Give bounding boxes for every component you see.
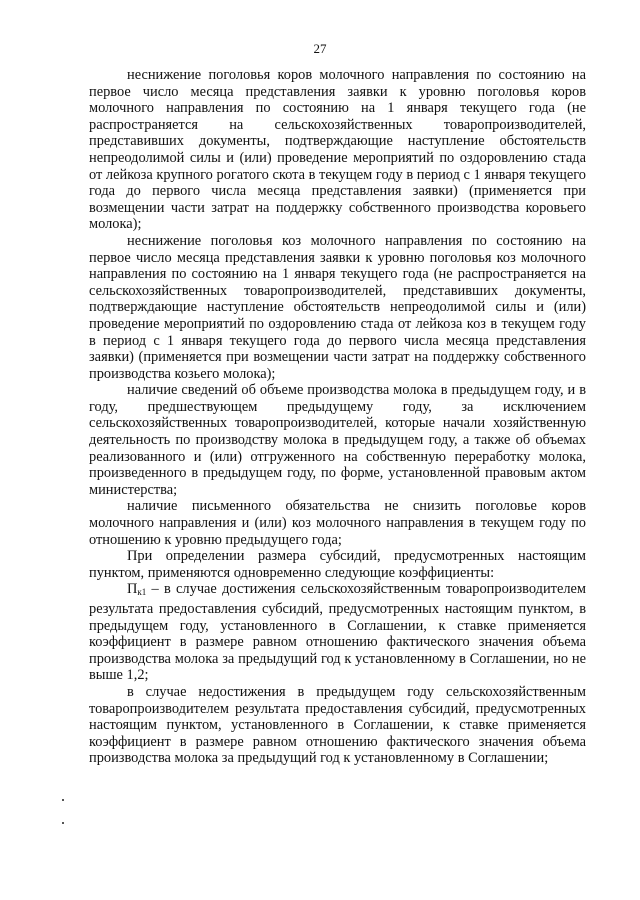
page-number: 27 [313, 41, 327, 56]
paragraph-cows-livestock: неснижение поголовья коров молочного направления по состоянию на первое число месяца представления заявки к уровню поголовья коров молочного направления по состоянию на 1 января текущего года (не распространяется на сельскохозяйственных товаропроизводителей, представивших документы, подтверждающие наступление обстоятельств непреодолимой силы и (или) проведение мероприятий по оздоровлению стада от лейкоза крупного рогатого скота в текущем году в период с 1 января текущего года до первого числа месяца представления заявки) (применяется при возмещении части затрат на поддержку собственного производства коровьего молока); [89, 67, 586, 233]
paragraph-written-obligation: наличие письменного обязательства не снизить поголовье коров молочного направления и (или) коз молочного направления в текущем году по отношению к уровню предыдущего года; [89, 498, 586, 548]
paragraph-coefficients-intro: При определении размера субсидий, предусмотренных настоящим пунктом, применяются одновременно следующие коэффициенты: [89, 548, 586, 581]
paragraph-goats-livestock: неснижение поголовья коз молочного направления по состоянию на первое число месяца представления заявки к уровню поголовья коз молочного направления по состоянию на 1 января текущего года (не распространяется на сельскохозяйственных товаропроизводителей, представивших документы, подтверждающие наступление обстоятельств непреодолимой силы и (или) проведение мероприятий по оздоровлению стада от лейкоза коз в текущем году в период с 1 января текущего года до первого числа месяца представления заявки) (применяется при возмещении части затрат на поддержку собственного производства козьего молока); [89, 232, 586, 382]
scan-mark [62, 799, 64, 801]
document-body [89, 67, 586, 767]
scan-mark [62, 822, 64, 824]
paragraph-not-achieved: в случае недостижения в предыдущем году сельскохозяйственным товаропроизводителем результата предоставления субсидий, предусмотренных настоящим пунктом, установленного в Соглашении, к ставке применяется коэффициент в размере равном отношению фактического значения объема производства молока за предыдущий год к установленному в Соглашении; [89, 683, 586, 767]
coefficient-symbol: П [127, 581, 138, 598]
coefficient-description: – в случае достижения сельскохозяйственным товаропроизводителем результата предоставления субсидий, предусмотренных настоящим пунктом, в предыдущем году, установленного в Соглашении, к ставке применяется коэффициент в размере равном отношению фактического значения объема производства молока за предыдущий год к установленному в Соглашении, но не выше 1,2; [89, 581, 586, 684]
paragraph-coefficient-pk1 [89, 581, 586, 684]
paragraph-milk-volume-info: наличие сведений об объеме производства молока в предыдущем году, и в году, предшествующем предыдущему году, за исключением сельскохозяйственных товаропроизводителей, которые начали хозяйственную деятельность по производству молока в предыдущем году, а также об объемах реализованного и (или) отгруженного на собственную переработку молока, произведенного в предыдущем году, по форме, установленной правовым актом министерства; [89, 382, 586, 498]
coefficient-subscript: к1 [137, 587, 147, 598]
